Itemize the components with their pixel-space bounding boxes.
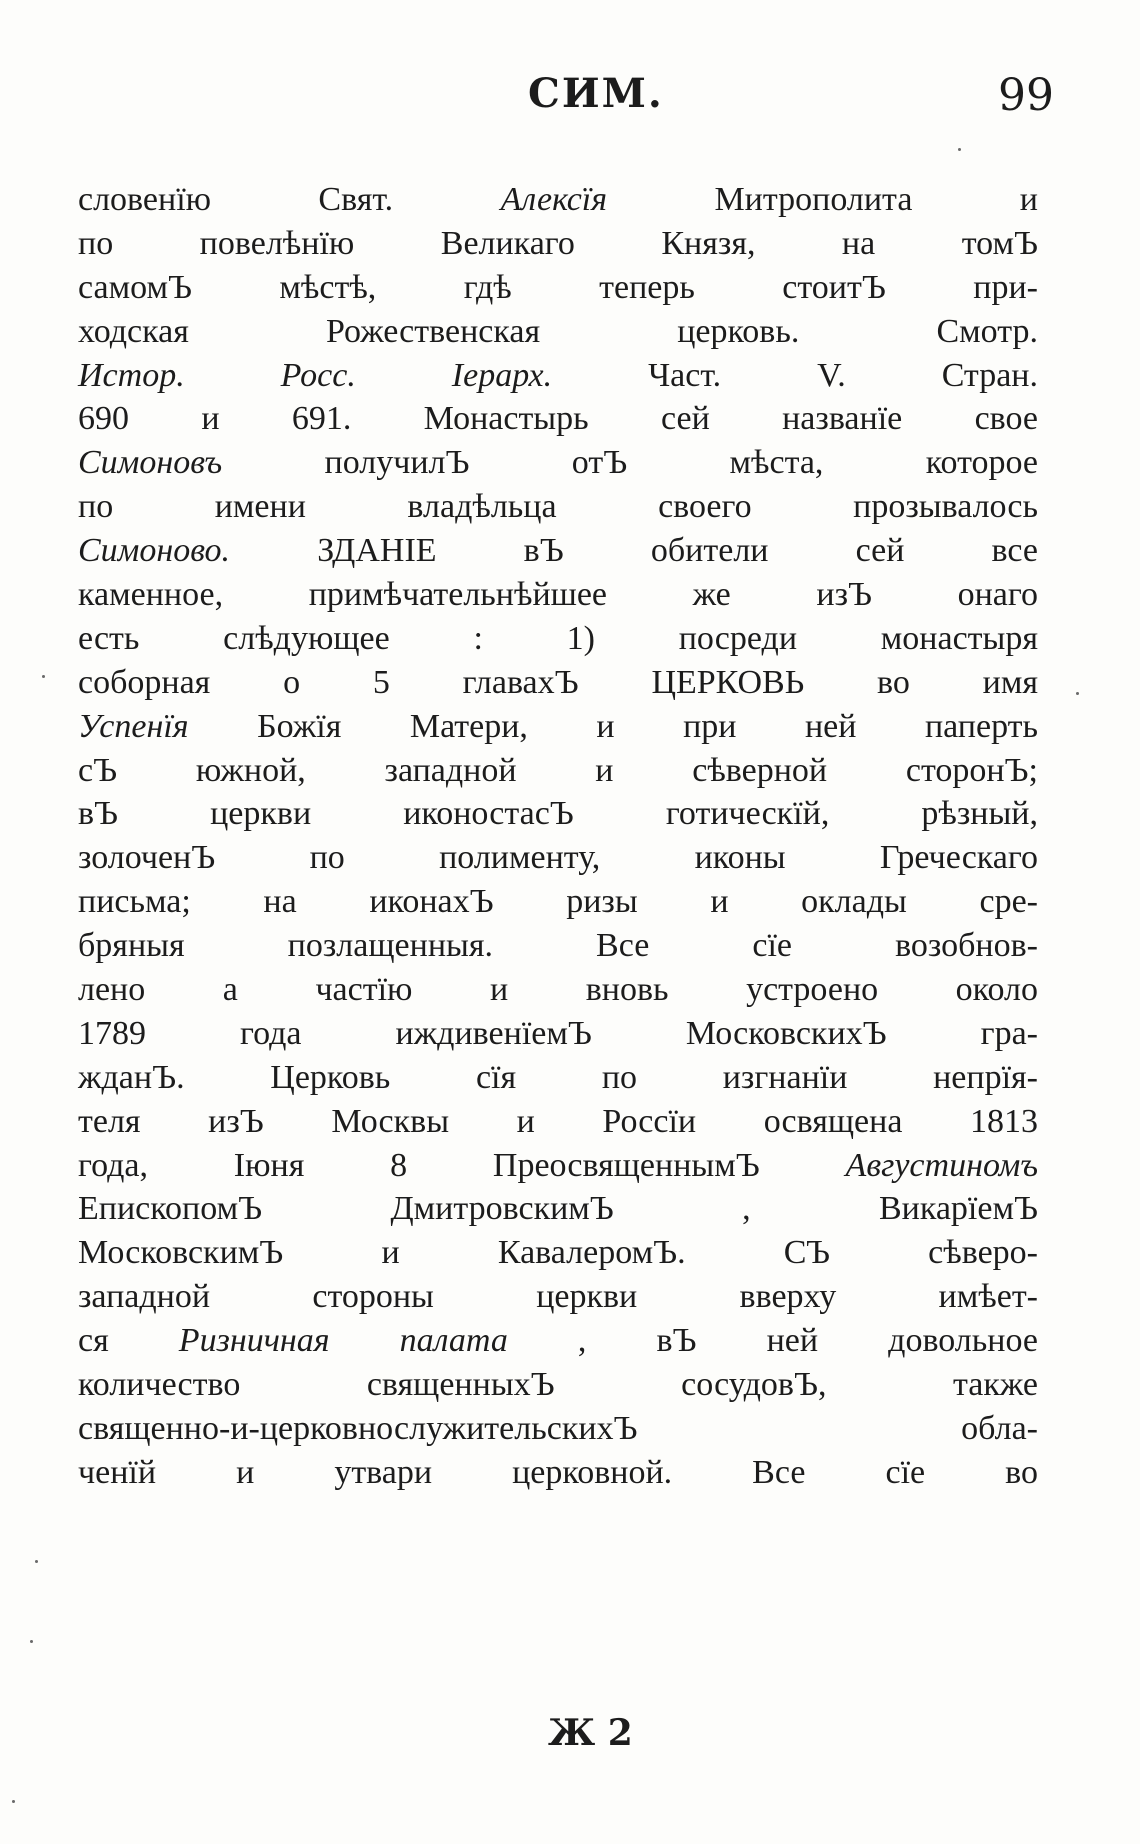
- text-line: [78, 529, 1038, 573]
- signature-mark: Ж 2: [548, 1712, 633, 1754]
- text-line: [78, 1100, 1038, 1144]
- text-line: [78, 836, 1038, 880]
- page-number: 99: [998, 70, 1054, 121]
- text-run: бряныя позлащенныя. Все сїе возобнов-: [78, 927, 1038, 965]
- text-run: года, Iюня 8 ПреосвященнымЪ: [78, 1146, 846, 1184]
- text-line: [78, 705, 1038, 749]
- italic-text-run: Успенїя: [78, 707, 189, 745]
- text-run: МосковскимЪ и КавалеромЪ. СЪ сѣверо-: [78, 1234, 1038, 1272]
- text-line: [78, 1231, 1038, 1275]
- text-line: [78, 968, 1038, 1012]
- text-line: [78, 310, 1038, 354]
- text-line: [78, 1319, 1038, 1363]
- italic-text-run: Августиномъ: [845, 1146, 1038, 1184]
- text-line: [78, 617, 1038, 661]
- scan-speck: [958, 148, 961, 151]
- text-run: ся: [78, 1322, 179, 1360]
- text-line: [78, 1451, 1038, 1495]
- text-line: [78, 1144, 1038, 1188]
- page-header: [0, 70, 1140, 140]
- italic-text-run: Алексїя: [500, 181, 608, 218]
- text-run: сЪ южной, западной и сѣверной сторонЪ;: [78, 751, 1038, 789]
- text-run: лено а частїю и вновь устроено около: [78, 971, 1038, 1009]
- text-run: по повелѣнїю Великаго Князя, на томЪ: [78, 224, 1038, 262]
- text-run: Част. V. Стран.: [552, 356, 1038, 394]
- text-run: священно-и-церковнослужительскихЪ обла-: [78, 1409, 1038, 1447]
- text-line: [78, 1056, 1038, 1100]
- scan-speck: [35, 1560, 38, 1563]
- text-run: Божїя Матери, и при ней паперть: [188, 707, 1038, 745]
- text-run: ходская Рожественская церковь. Смотр.: [78, 312, 1038, 350]
- text-line: [78, 222, 1038, 266]
- scan-speck: [30, 1640, 33, 1643]
- text-line: [78, 178, 1038, 222]
- text-line: [78, 661, 1038, 705]
- text-run: западной стороны церкви вверху имѣет-: [78, 1278, 1038, 1316]
- text-run: вЪ церкви иконостасЪ готическїй, рѣзный,: [78, 795, 1038, 833]
- text-line: [78, 397, 1038, 441]
- text-run: жданЪ. Церковь сїя по изгнанїи непрїя-: [78, 1058, 1038, 1096]
- text-line: [78, 573, 1038, 617]
- text-run: ЗДАНIЕ вЪ обители сей все: [230, 532, 1038, 570]
- text-line: [78, 354, 1038, 398]
- text-run: , вЪ ней довольное: [507, 1322, 1038, 1360]
- italic-text-run: Истор. Росс. Iерарх.: [78, 356, 553, 394]
- text-run: есть слѣдующее : 1) посреди монастыря: [78, 619, 1038, 657]
- text-run: 690 и 691. Монастырь сей названїе свое: [78, 400, 1038, 438]
- text-line: [78, 266, 1038, 310]
- text-run: получилЪ отЪ мѣста, которое: [222, 444, 1038, 482]
- running-head: СИМ.: [528, 70, 664, 117]
- text-run: ченїй и утвари церковной. Все сїе во: [78, 1453, 1038, 1491]
- text-run: теля изЪ Москвы и Россїи освящена 1813: [78, 1102, 1038, 1140]
- italic-text-run: Симоновъ: [78, 444, 223, 482]
- text-line: [78, 749, 1038, 793]
- text-run: золоченЪ по полименту, иконы Греческаго: [78, 839, 1038, 877]
- text-line: [78, 485, 1038, 529]
- text-run: ЕпископомЪ ДмитровскимЪ , ВикарїемЪ: [78, 1190, 1038, 1228]
- text-run: 1789 года иждивенїемЪ МосковскихЪ гра-: [78, 1014, 1038, 1052]
- text-line: [78, 924, 1038, 968]
- italic-text-run: Ризничная палата: [178, 1322, 508, 1360]
- italic-text-run: Симоново.: [78, 532, 231, 570]
- text-line: [78, 1275, 1038, 1319]
- text-line: [78, 880, 1038, 924]
- text-line: [78, 1012, 1038, 1056]
- text-run: самомЪ мѣстѣ, гдѣ теперь стоитЪ при-: [78, 268, 1038, 306]
- text-run: Митрополита и: [607, 181, 1038, 218]
- scan-speck: [1076, 692, 1079, 695]
- text-run: количество священныхЪ сосудовЪ, также: [78, 1366, 1038, 1404]
- text-line: [78, 792, 1038, 836]
- text-line: [78, 1187, 1038, 1231]
- text-run: письма; на иконахЪ ризы и оклады сре-: [78, 883, 1038, 921]
- text-line: [78, 1363, 1038, 1407]
- scan-speck: [42, 675, 45, 678]
- text-line: [78, 441, 1038, 485]
- text-run: соборная о 5 главахЪ ЦЕРКОВЬ во имя: [78, 663, 1038, 701]
- text-run: по имени владѣльца своего прозывалось: [78, 488, 1038, 526]
- scan-speck: [12, 1800, 15, 1803]
- text-run: каменное, примѣчательнѣйшее же изЪ онаго: [78, 576, 1038, 614]
- body-text: [78, 178, 1038, 1495]
- text-run: словенїю Свят.: [78, 181, 501, 218]
- text-line: [78, 1407, 1038, 1451]
